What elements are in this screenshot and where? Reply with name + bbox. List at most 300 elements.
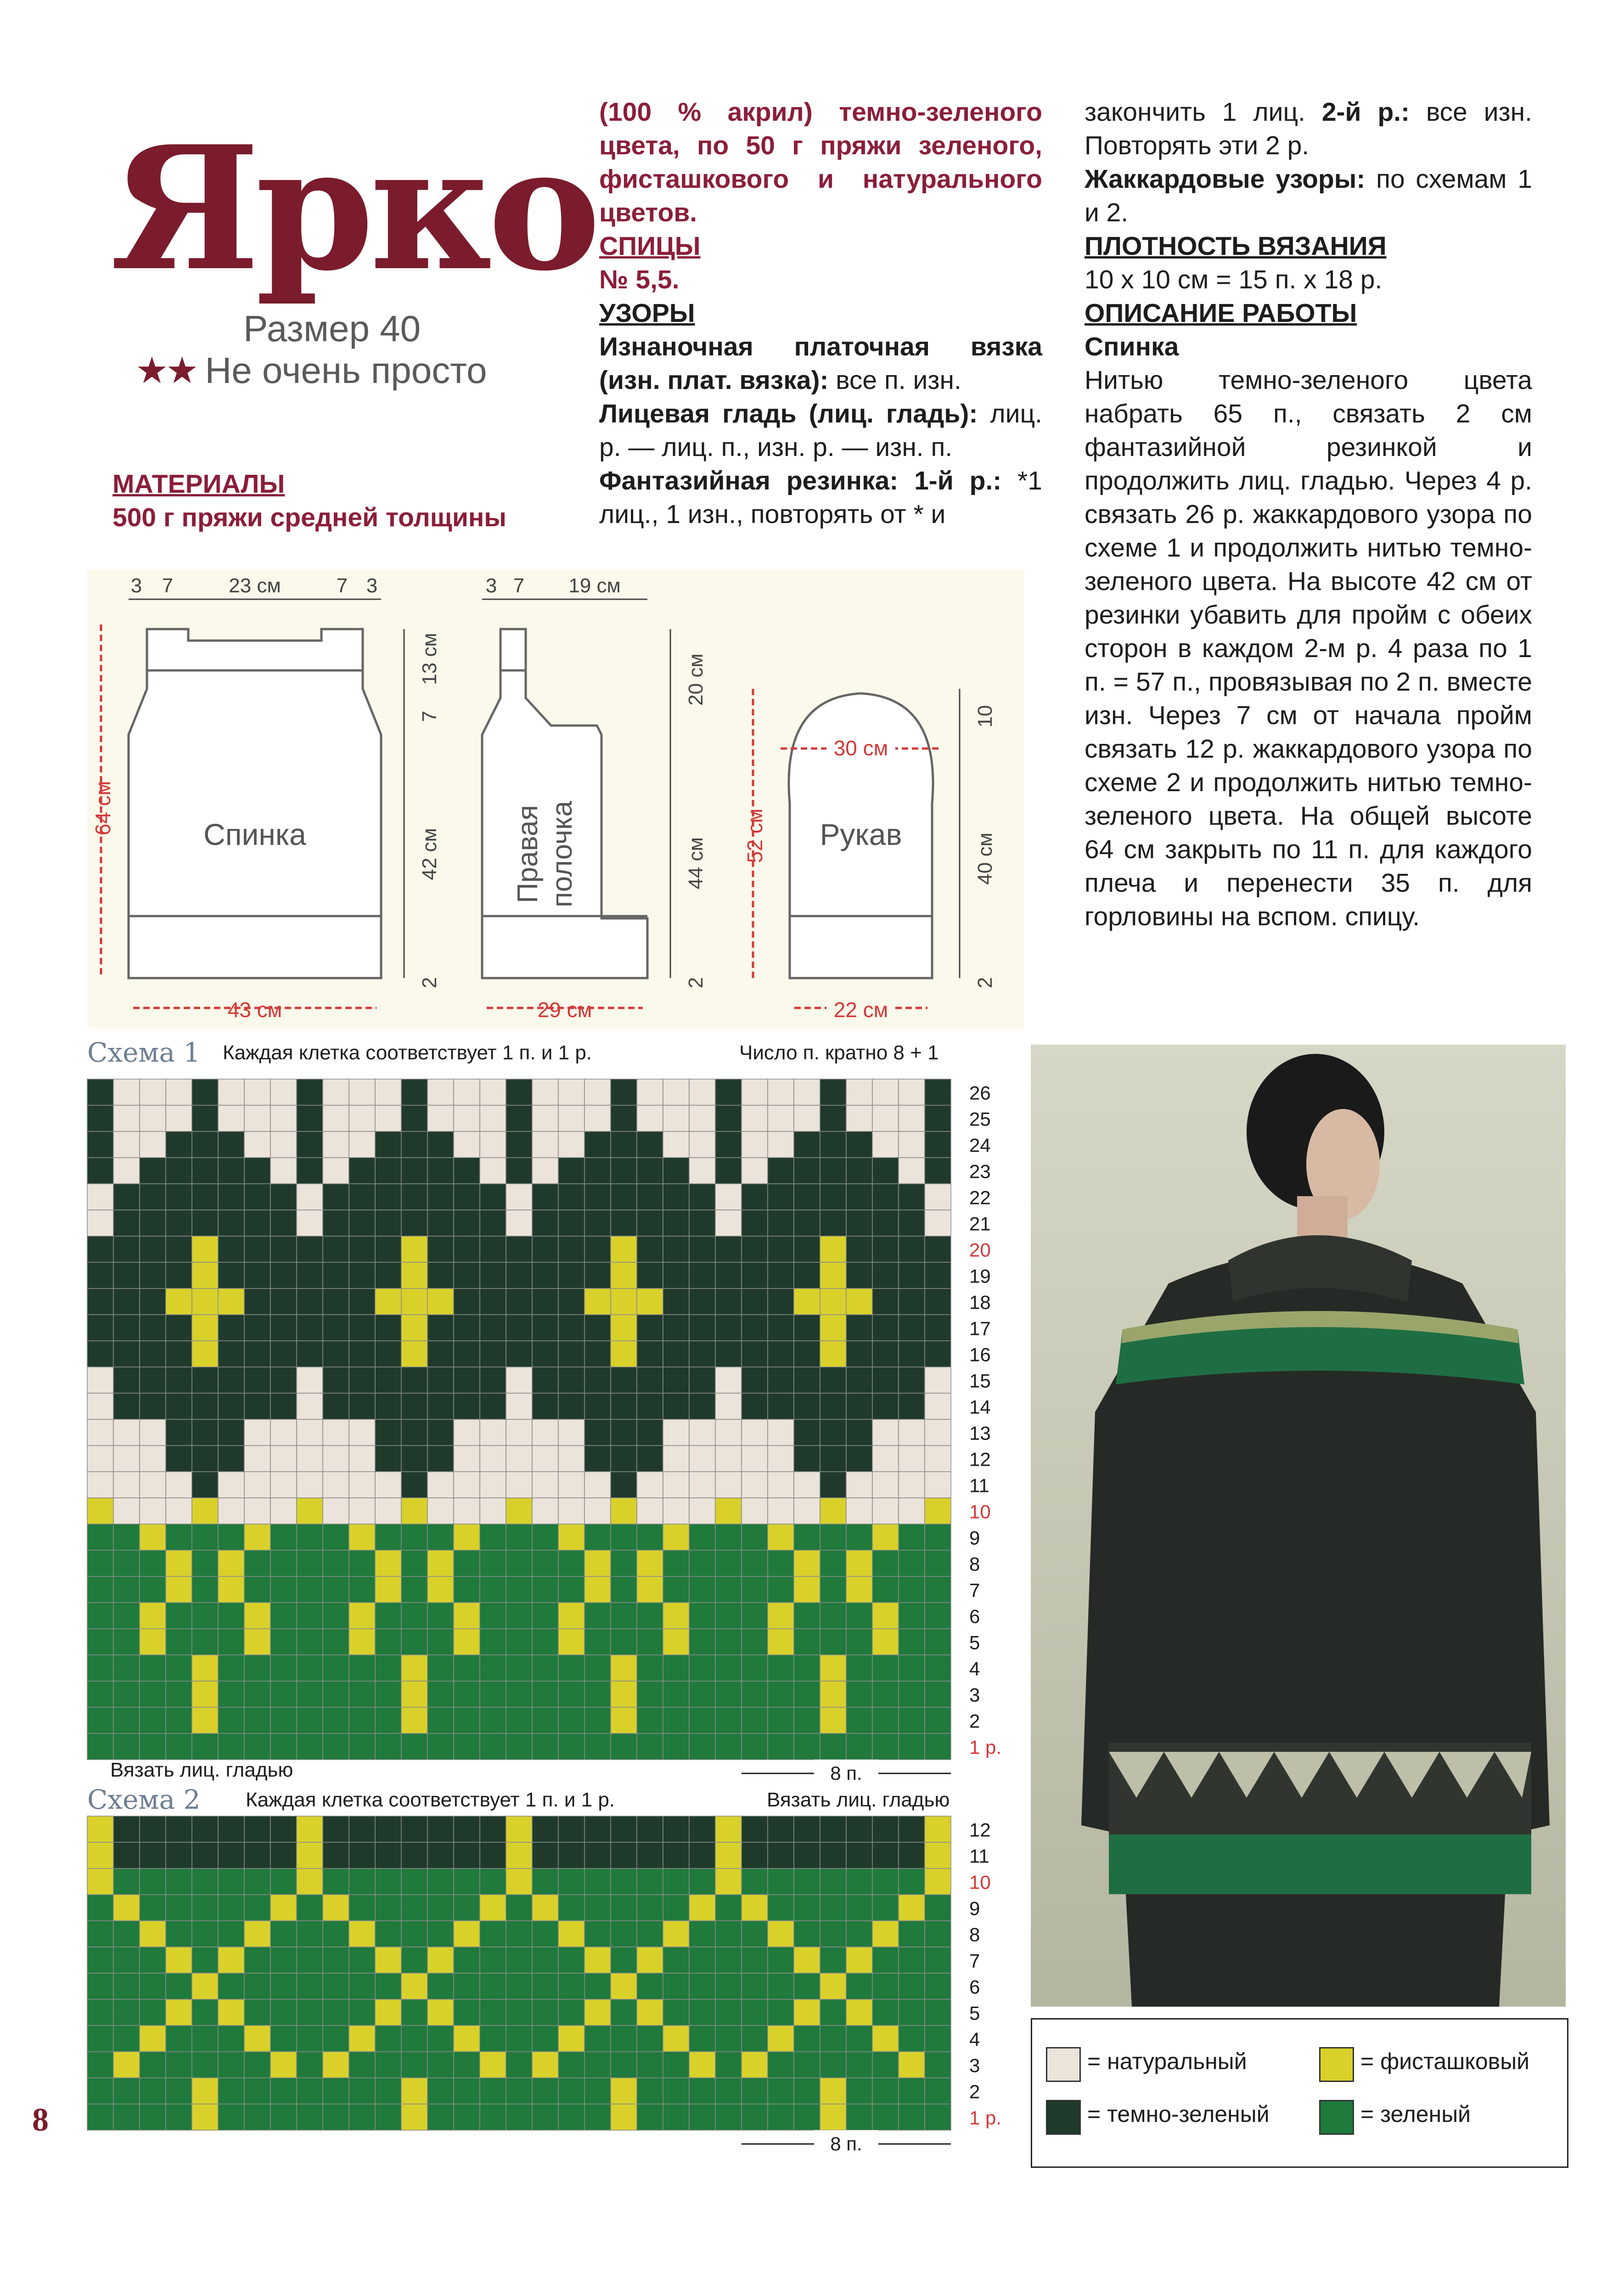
chart-cell bbox=[113, 1498, 140, 1524]
chart-cell bbox=[297, 1236, 323, 1262]
chart-cell bbox=[401, 1446, 427, 1472]
chart-cell bbox=[270, 2052, 297, 2078]
chart-cell bbox=[584, 1681, 611, 1707]
chart-cell bbox=[427, 1079, 454, 1105]
chart-cell bbox=[715, 1895, 742, 1921]
chart-cell bbox=[872, 1629, 899, 1655]
chart-cell bbox=[375, 1973, 401, 1999]
chart-cell bbox=[637, 1419, 663, 1446]
chart-cell bbox=[584, 1999, 611, 2025]
chart-cell bbox=[113, 1681, 140, 1707]
chart-cell bbox=[87, 1079, 113, 1105]
chart-cell bbox=[663, 1105, 689, 1131]
chart-cell bbox=[637, 1816, 663, 1842]
chart-cell bbox=[87, 1446, 113, 1472]
chart-cell bbox=[480, 1973, 506, 1999]
chart-cell bbox=[454, 1446, 480, 1472]
chart-cell bbox=[140, 1262, 166, 1288]
chart-cell bbox=[768, 1576, 794, 1603]
chart-cell bbox=[87, 1315, 113, 1341]
chart-cell bbox=[925, 1262, 951, 1288]
chart-cell bbox=[140, 1973, 166, 1999]
chart-cell bbox=[715, 1184, 742, 1210]
chart-cell bbox=[297, 2052, 323, 2078]
chart-cell bbox=[401, 1367, 427, 1393]
chart-cell bbox=[480, 1262, 506, 1288]
chart-cell bbox=[794, 1105, 820, 1131]
chart-cell bbox=[532, 1236, 558, 1262]
chart-cell bbox=[140, 1655, 166, 1681]
chart-cell bbox=[768, 1681, 794, 1707]
chart-cell bbox=[872, 1681, 899, 1707]
chart-cell bbox=[506, 1973, 532, 1999]
chart-cell bbox=[244, 1816, 270, 1842]
chart-cell bbox=[506, 1868, 532, 1895]
row-number: 12 bbox=[969, 1819, 991, 1841]
chart-cell bbox=[794, 1446, 820, 1472]
chart-cell bbox=[872, 1868, 899, 1895]
chart-cell bbox=[558, 1472, 584, 1498]
row-number: 1 р. bbox=[969, 1736, 1002, 1758]
chart-cell bbox=[925, 2078, 951, 2104]
chart-cell bbox=[872, 1236, 899, 1262]
svg-text:19 см: 19 см bbox=[568, 574, 621, 597]
chart-cell bbox=[349, 1550, 375, 1576]
chart-cell bbox=[218, 1105, 244, 1131]
chart-cell bbox=[375, 1603, 401, 1629]
chart-cell bbox=[192, 1105, 218, 1131]
chart-cell bbox=[872, 2104, 899, 2130]
chart-cell bbox=[244, 1472, 270, 1498]
chart-cell bbox=[584, 1498, 611, 1524]
svg-text:7: 7 bbox=[418, 710, 441, 722]
chart-cell bbox=[820, 1472, 846, 1498]
chart-cell bbox=[192, 1315, 218, 1341]
chart-cell bbox=[768, 1868, 794, 1895]
chart-cell bbox=[480, 1184, 506, 1210]
chart-cell bbox=[166, 1524, 192, 1550]
chart-cell bbox=[872, 1947, 899, 1973]
chart-cell bbox=[506, 1921, 532, 1947]
chart-cell bbox=[532, 1921, 558, 1947]
chart-cell bbox=[323, 1655, 349, 1681]
chart-cell bbox=[663, 2078, 689, 2104]
chart-cell bbox=[689, 1158, 715, 1184]
row-number: 21 bbox=[969, 1213, 991, 1235]
chart-cell bbox=[846, 1131, 872, 1158]
chart-cell bbox=[375, 2104, 401, 2130]
chart-cell bbox=[375, 1393, 401, 1419]
chart-cell bbox=[113, 1079, 140, 1105]
chart-cell bbox=[715, 1472, 742, 1498]
chart-cell bbox=[899, 1079, 925, 1105]
chart-cell bbox=[558, 1603, 584, 1629]
chart-cell bbox=[87, 1236, 113, 1262]
chart-cell bbox=[611, 1367, 637, 1393]
chart-cell bbox=[113, 1973, 140, 1999]
chart-cell bbox=[113, 1816, 140, 1842]
chart-cell bbox=[663, 2052, 689, 2078]
chart-cell bbox=[637, 2025, 663, 2052]
chart-cell bbox=[323, 1446, 349, 1472]
chart-cell bbox=[872, 1576, 899, 1603]
work-heading: ОПИСАНИЕ РАБОТЫ bbox=[1085, 298, 1357, 328]
chart-cell bbox=[611, 2052, 637, 2078]
chart-cell bbox=[480, 1210, 506, 1236]
svg-text:13 см: 13 см bbox=[418, 633, 441, 685]
chart-cell bbox=[584, 1524, 611, 1550]
chart-cell bbox=[846, 1603, 872, 1629]
chart-cell bbox=[768, 1158, 794, 1184]
chart-cell bbox=[297, 1079, 323, 1105]
chart-cell bbox=[663, 1446, 689, 1472]
row-number: 18 bbox=[969, 1291, 991, 1313]
chart-cell bbox=[925, 1288, 951, 1315]
chart-cell bbox=[715, 1210, 742, 1236]
chart-cell bbox=[166, 1550, 192, 1576]
chart-cell bbox=[663, 1655, 689, 1681]
chart-cell bbox=[584, 1707, 611, 1733]
chart-cell bbox=[323, 1315, 349, 1341]
chart-cell bbox=[584, 1236, 611, 1262]
chart-cell bbox=[820, 1262, 846, 1288]
chart-cell bbox=[140, 1419, 166, 1446]
chart-cell bbox=[794, 1315, 820, 1341]
chart-cell bbox=[742, 1681, 768, 1707]
chart-cell bbox=[297, 1921, 323, 1947]
chart-cell bbox=[637, 1947, 663, 1973]
chart-cell bbox=[480, 1895, 506, 1921]
chart-cell bbox=[689, 1999, 715, 2025]
chart-cell bbox=[532, 1973, 558, 1999]
chart-cell bbox=[192, 1524, 218, 1550]
chart-cell bbox=[323, 2052, 349, 2078]
chart-cell bbox=[584, 1105, 611, 1131]
chart-cell bbox=[872, 1655, 899, 1681]
chart-cell bbox=[349, 1868, 375, 1895]
chart-cell bbox=[427, 2025, 454, 2052]
chart-cell bbox=[427, 1367, 454, 1393]
chart-cell bbox=[742, 1868, 768, 1895]
chart-cell bbox=[87, 2052, 113, 2078]
row-number: 6 bbox=[969, 1605, 980, 1627]
chart-cell bbox=[689, 1842, 715, 1868]
chart-cell bbox=[218, 1131, 244, 1158]
chart-cell bbox=[244, 1733, 270, 1760]
chart-cell bbox=[166, 1367, 192, 1393]
chart-cell bbox=[218, 1341, 244, 1367]
chart-cell bbox=[611, 1655, 637, 1681]
chart-cell bbox=[820, 1341, 846, 1367]
chart-cell bbox=[401, 1105, 427, 1131]
chart-cell bbox=[244, 1895, 270, 1921]
chart-cell bbox=[715, 1158, 742, 1184]
chart-cell bbox=[270, 1341, 297, 1367]
chart-cell bbox=[506, 1629, 532, 1655]
chart-cell bbox=[794, 1921, 820, 1947]
chart-cell bbox=[663, 1999, 689, 2025]
chart-cell bbox=[872, 1895, 899, 1921]
row-number: 9 bbox=[969, 1527, 980, 1549]
chart-cell bbox=[401, 1131, 427, 1158]
chart-cell bbox=[899, 1973, 925, 1999]
chart-cell bbox=[663, 1973, 689, 1999]
chart-cell bbox=[532, 1288, 558, 1315]
chart-cell bbox=[87, 1367, 113, 1393]
chart-cell bbox=[218, 1999, 244, 2025]
chart-cell bbox=[715, 1419, 742, 1446]
chart-cell bbox=[113, 1947, 140, 1973]
needles-value: № 5,5. bbox=[599, 265, 680, 294]
chart-cell bbox=[768, 1236, 794, 1262]
chart-cell bbox=[427, 1707, 454, 1733]
chart-cell bbox=[140, 1842, 166, 1868]
chart-cell bbox=[427, 1629, 454, 1655]
chart-cell bbox=[427, 1973, 454, 1999]
chart-cell bbox=[192, 1079, 218, 1105]
chart-cell bbox=[846, 1707, 872, 1733]
row-number: 1 р. bbox=[969, 2107, 1002, 2129]
chart-cell bbox=[768, 1105, 794, 1131]
chart-cell bbox=[794, 1999, 820, 2025]
chart-cell bbox=[558, 1367, 584, 1393]
chart-cell bbox=[925, 1842, 951, 1868]
chart-cell bbox=[244, 1131, 270, 1158]
chart-cell bbox=[558, 1868, 584, 1895]
chart-cell bbox=[925, 1524, 951, 1550]
chart-cell bbox=[270, 1603, 297, 1629]
chart-cell bbox=[768, 1393, 794, 1419]
chart-cell bbox=[584, 1341, 611, 1367]
chart-cell bbox=[349, 1999, 375, 2025]
chart-cell bbox=[192, 2078, 218, 2104]
chart-cell bbox=[401, 1895, 427, 1921]
chart-cell bbox=[872, 1131, 899, 1158]
svg-text:40 см: 40 см bbox=[974, 833, 996, 885]
chart-cell bbox=[323, 1131, 349, 1158]
chart-cell bbox=[506, 2104, 532, 2130]
chart-cell bbox=[532, 1367, 558, 1393]
chart-cell bbox=[611, 1895, 637, 1921]
chart-cell bbox=[427, 1341, 454, 1367]
chart-cell bbox=[558, 1079, 584, 1105]
chart-cell bbox=[715, 1236, 742, 1262]
chart-cell bbox=[323, 1210, 349, 1236]
chart-cell bbox=[166, 1079, 192, 1105]
chart-cell bbox=[768, 1999, 794, 2025]
chart-cell bbox=[454, 1576, 480, 1603]
chart-cell bbox=[480, 1655, 506, 1681]
chart-cell bbox=[637, 1367, 663, 1393]
chart-cell bbox=[899, 1472, 925, 1498]
chart-cell bbox=[244, 1655, 270, 1681]
chart-cell bbox=[218, 1868, 244, 1895]
chart-cell bbox=[244, 1236, 270, 1262]
chart-cell bbox=[872, 1921, 899, 1947]
chart-cell bbox=[506, 2052, 532, 2078]
chart-cell bbox=[401, 1733, 427, 1760]
chart-cell bbox=[742, 1895, 768, 1921]
chart-cell bbox=[218, 1733, 244, 1760]
chart-cell bbox=[663, 1947, 689, 1973]
chart-cell bbox=[846, 1079, 872, 1105]
chart-cell bbox=[506, 1524, 532, 1550]
chart-cell bbox=[166, 1446, 192, 1472]
row-number: 3 bbox=[969, 1684, 980, 1706]
chart-cell bbox=[768, 1419, 794, 1446]
chart-cell bbox=[925, 1550, 951, 1576]
star-icon: ★★ bbox=[135, 350, 196, 391]
chart-cell bbox=[218, 1895, 244, 1921]
chart-cell bbox=[637, 2078, 663, 2104]
chart-cell bbox=[506, 1576, 532, 1603]
chart-cell bbox=[480, 1419, 506, 1446]
chart-cell bbox=[270, 2104, 297, 2130]
chart-cell bbox=[401, 1655, 427, 1681]
chart-cell bbox=[244, 1158, 270, 1184]
chart-cell bbox=[663, 2104, 689, 2130]
chart-cell bbox=[244, 1629, 270, 1655]
chart-cell bbox=[323, 1288, 349, 1315]
chart-cell bbox=[820, 1550, 846, 1576]
chart-cell bbox=[925, 1341, 951, 1367]
chart-cell bbox=[637, 1868, 663, 1895]
chart-cell bbox=[846, 1262, 872, 1288]
chart-cell bbox=[270, 1895, 297, 1921]
chart-cell bbox=[794, 1603, 820, 1629]
chart-cell bbox=[689, 1895, 715, 1921]
chart-cell bbox=[297, 1315, 323, 1341]
chart-cell bbox=[270, 1816, 297, 1842]
chart-cell bbox=[558, 1524, 584, 1550]
chart-cell bbox=[663, 1341, 689, 1367]
chart-cell bbox=[87, 1947, 113, 1973]
chart-cell bbox=[611, 1973, 637, 1999]
chart-cell bbox=[87, 2078, 113, 2104]
chart-cell bbox=[532, 1999, 558, 2025]
chart-cell bbox=[87, 1707, 113, 1733]
chart-cell bbox=[532, 1131, 558, 1158]
row-number: 16 bbox=[969, 1344, 991, 1366]
chart-cell bbox=[637, 1288, 663, 1315]
back-piece bbox=[129, 629, 381, 978]
chart-cell bbox=[637, 1576, 663, 1603]
chart-cell bbox=[768, 1315, 794, 1341]
chart-cell bbox=[611, 2025, 637, 2052]
chart-cell bbox=[506, 1079, 532, 1105]
chart-cell bbox=[140, 1868, 166, 1895]
chart-cell bbox=[480, 1079, 506, 1105]
chart-cell bbox=[401, 1236, 427, 1262]
chart-cell bbox=[375, 2052, 401, 2078]
materials-line1: 500 г пряжи средней толщины bbox=[112, 503, 506, 532]
chart-cell bbox=[480, 1681, 506, 1707]
chart-cell bbox=[244, 1524, 270, 1550]
row-number: 10 bbox=[969, 1501, 991, 1523]
schema1-note: Каждая клетка соответствует 1 п. и 1 р. bbox=[223, 1041, 592, 1064]
chart-cell bbox=[270, 1868, 297, 1895]
chart-cell bbox=[349, 1973, 375, 1999]
chart-cell bbox=[244, 1210, 270, 1236]
chart-cell bbox=[532, 2052, 558, 2078]
chart-cell bbox=[349, 1498, 375, 1524]
chart-cell bbox=[140, 1210, 166, 1236]
chart-cell bbox=[270, 2025, 297, 2052]
chart-cell bbox=[140, 1707, 166, 1733]
chart-cell bbox=[140, 1158, 166, 1184]
chart-cell bbox=[820, 1842, 846, 1868]
chart-cell bbox=[794, 1842, 820, 1868]
chart-cell bbox=[270, 1236, 297, 1262]
chart-cell bbox=[375, 1419, 401, 1446]
chart-cell bbox=[715, 2025, 742, 2052]
chart-cell bbox=[663, 1681, 689, 1707]
chart-cell bbox=[846, 1973, 872, 1999]
chart-cell bbox=[113, 1868, 140, 1895]
chart-cell bbox=[742, 1472, 768, 1498]
chart-cell bbox=[742, 2104, 768, 2130]
chart-cell bbox=[192, 1236, 218, 1262]
chart-cell bbox=[611, 1079, 637, 1105]
chart-cell bbox=[323, 1895, 349, 1921]
chart-cell bbox=[506, 1999, 532, 2025]
chart-cell bbox=[925, 2025, 951, 2052]
chart-cell bbox=[689, 1629, 715, 1655]
chart-cell bbox=[663, 1868, 689, 1895]
chart-cell bbox=[427, 1472, 454, 1498]
chart-cell bbox=[480, 1707, 506, 1733]
chart-cell bbox=[192, 1184, 218, 1210]
chart-cell bbox=[820, 1105, 846, 1131]
chart-cell bbox=[140, 1288, 166, 1315]
chart-cell bbox=[742, 1816, 768, 1842]
chart-cell bbox=[297, 1947, 323, 1973]
chart-cell bbox=[323, 1079, 349, 1105]
chart-cell bbox=[140, 2052, 166, 2078]
chart-cell bbox=[663, 1707, 689, 1733]
chart-cell bbox=[349, 1921, 375, 1947]
chart-cell bbox=[637, 1446, 663, 1472]
chart-cell bbox=[689, 2052, 715, 2078]
chart-cell bbox=[244, 1550, 270, 1576]
chart-cell bbox=[506, 1895, 532, 1921]
chart-cell bbox=[558, 1184, 584, 1210]
chart-cell bbox=[349, 1629, 375, 1655]
chart-cell bbox=[427, 1947, 454, 1973]
chart-cell bbox=[166, 1895, 192, 1921]
chart-cell bbox=[611, 2078, 637, 2104]
chart-cell bbox=[611, 1315, 637, 1341]
chart-cell bbox=[637, 1393, 663, 1419]
chart-cell bbox=[558, 2025, 584, 2052]
chart-cell bbox=[375, 1210, 401, 1236]
chart-cell bbox=[506, 1158, 532, 1184]
chart-cell bbox=[532, 1655, 558, 1681]
chart-cell bbox=[820, 1655, 846, 1681]
chart-cell bbox=[244, 1367, 270, 1393]
chart-cell bbox=[349, 2052, 375, 2078]
materials-line2: (100 % акрил) темно-зеленого цвета, по 50 г пряжи зеленого, фисташкового и натурального цветов. bbox=[599, 97, 1042, 227]
chart-cell bbox=[270, 1681, 297, 1707]
chart-cell bbox=[140, 1921, 166, 1947]
chart-cell bbox=[192, 1341, 218, 1367]
chart-cell bbox=[401, 1947, 427, 1973]
row-number: 24 bbox=[969, 1134, 991, 1156]
chart-cell bbox=[166, 1288, 192, 1315]
chart-cell bbox=[611, 1868, 637, 1895]
chart-cell bbox=[715, 1629, 742, 1655]
chart-cell bbox=[349, 1446, 375, 1472]
